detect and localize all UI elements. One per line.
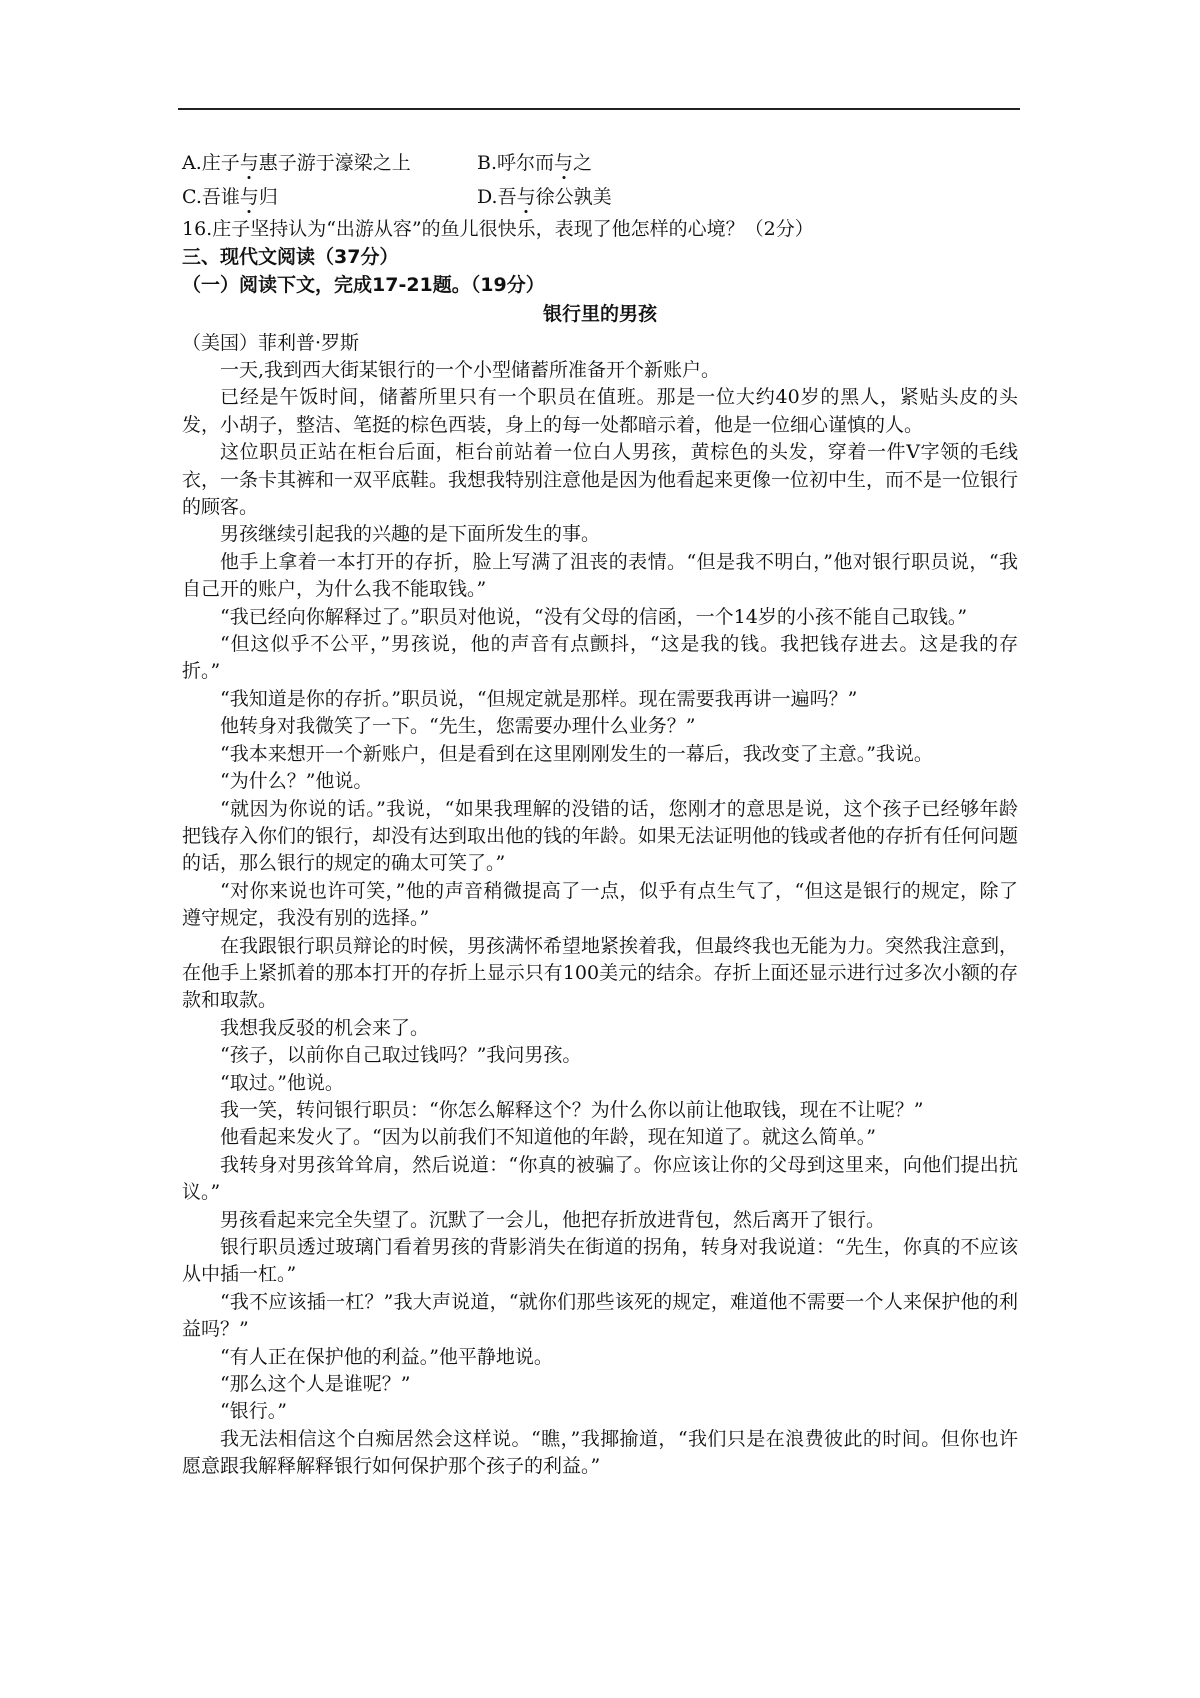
section-heading: 三、现代文阅读（37分） <box>182 246 399 268</box>
question-16: 16.庄子坚持认为“出游从容”的鱼儿很快乐，表现了他怎样的心境？（2分） <box>182 218 814 240</box>
story-paragraph: 银行职员透过玻璃门看着男孩的背影消失在街道的拐角，转身对我说道：“先生，你真的不应该从中插一杠。” <box>182 1236 1018 1286</box>
story-author: （美国）菲利普·罗斯 <box>182 332 360 354</box>
story-body <box>182 357 1018 1481</box>
story-paragraph: 在我跟银行职员辩论的时候，男孩满怀希望地紧挨着我，但最终我也无能为力。突然我注意到，在他手上紧抓着的那本打开的存折上显示只有100美元的结余。存折上面还显示进行过多次小额的存款和取款。 <box>182 934 1019 1012</box>
story-paragraph: 这位职员正站在柜台后面，柜台前站着一位白人男孩，黄棕色的头发，穿着一件V字领的毛线衣，一条卡其裤和一双平底鞋。我想我特别注意他是因为他看起来更像一位初中生，而不是一位银行的顾客。 <box>182 441 1019 519</box>
emphasis-dot-char: 与 <box>239 186 259 208</box>
story-paragraph: “那么这个人是谁呢？” <box>220 1373 411 1396</box>
story-paragraph: “我已经向你解释过了。”职员对他说，“没有父母的信函，一个14岁的小孩不能自己取钱。” <box>220 605 968 628</box>
story-paragraph: 我一笑，转问银行职员：“你怎么解释这个？为什么你以前让他取钱，现在不让呢？” <box>220 1098 924 1121</box>
emphasis-dot-char: 与 <box>554 152 574 174</box>
story-paragraph: 他转身对我微笑了一下。“先生，您需要办理什么业务？” <box>220 715 696 738</box>
story-paragraph: 已经是午饭时间，储蓄所里只有一个职员在值班。那是一位大约40岁的黑人，紧贴头皮的头发，小胡子，整洁、笔挺的棕色西装，身上的每一处都暗示着，他是一位细心谨慎的人。 <box>182 386 1018 436</box>
story-paragraph: “就因为你说的话。”我说，“如果我理解的没错的话，您刚才的意思是说，这个孩子已经够年龄把钱存入你们的银行，却没有达到取出他的钱的年龄。如果无法证明他的钱或者他的存折有任何问题的话，那么银行的规定的确太可笑了。” <box>182 797 1019 875</box>
story-paragraph: 一天,我到西大街某银行的一个小型储蓄所准备开个新账户。 <box>220 359 721 381</box>
page-content <box>182 146 1018 1481</box>
options-row-ab <box>182 146 1018 180</box>
option-c: C.吾谁与归 <box>182 186 278 208</box>
emphasis-dot-char: 与 <box>239 152 259 174</box>
story-title: 银行里的男孩 <box>542 303 657 325</box>
story-paragraph: 男孩继续引起我的兴趣的是下面所发生的事。 <box>220 523 601 546</box>
story-paragraph: 我转身对男孩耸耸肩，然后说道：“你真的被骗了。你应该让你的父母到这里来，向他们提出抗议。” <box>182 1153 1018 1204</box>
story-paragraph: “孩子，以前你自己取过钱吗？”我问男孩。 <box>220 1044 582 1067</box>
story-paragraph: 我无法相信这个白痴居然会这样说。“瞧，”我揶揄道，“我们只是在浪费彼此的时间。但你也许愿意跟我解释解释银行如何保护那个孩子的利益。” <box>182 1427 1018 1478</box>
story-paragraph: 他看起来发火了。“因为以前我们不知道他的年龄，现在知道了。就这么简单。” <box>220 1126 876 1149</box>
option-d: D.吾与徐公孰美 <box>477 186 612 208</box>
story-paragraph: “为什么？”他说。 <box>220 770 373 793</box>
story-paragraph: “对你来说也许可笑，”他的声音稍微提高了一点，似乎有点生气了，“但这是银行的规定，除了遵守规定，我没有别的选择。” <box>182 879 1018 930</box>
story-paragraph: “有人正在保护他的利益。”他平静地说。 <box>220 1345 553 1368</box>
header-rule <box>178 108 1020 110</box>
story-paragraph: “银行。” <box>220 1400 287 1423</box>
story-paragraph: 他手上拿着一本打开的存折，脸上写满了沮丧的表情。“但是我不明白，”他对银行职员说，“我自己开的账户，为什么我不能取钱。” <box>182 550 1018 601</box>
story-paragraph: 男孩看起来完全失望了。沉默了一会儿，他把存折放进背包，然后离开了银行。 <box>220 1208 886 1231</box>
story-paragraph: “取过。”他说。 <box>220 1071 344 1094</box>
story-paragraph: “我不应该插一杠？”我大声说道，“就你们那些该死的规定，难道他不需要一个人来保护他的利益吗？” <box>182 1290 1018 1341</box>
story-paragraph: “但这似乎不公平，”男孩说，他的声音有点颤抖，“这是我的钱。我把钱存进去。这是我的存折。” <box>182 633 1018 683</box>
subsection-heading: （一）阅读下文，完成17-21题。（19分） <box>182 274 545 296</box>
options-row-cd <box>182 180 1018 214</box>
option-b: B.呼尔而与之 <box>477 152 593 174</box>
story-paragraph: “我本来想开一个新账户，但是看到在这里刚刚发生的一幕后，我改变了主意。”我说。 <box>220 742 933 765</box>
story-paragraph: 我想我反驳的机会来了。 <box>220 1016 430 1039</box>
story-paragraph: “我知道是你的存折。”职员说，“但规定就是那样。现在需要我再讲一遍吗？” <box>220 687 858 710</box>
option-a: A.庄子与惠子游于濠梁之上 <box>182 152 411 174</box>
emphasis-dot-char: 与 <box>516 186 536 208</box>
